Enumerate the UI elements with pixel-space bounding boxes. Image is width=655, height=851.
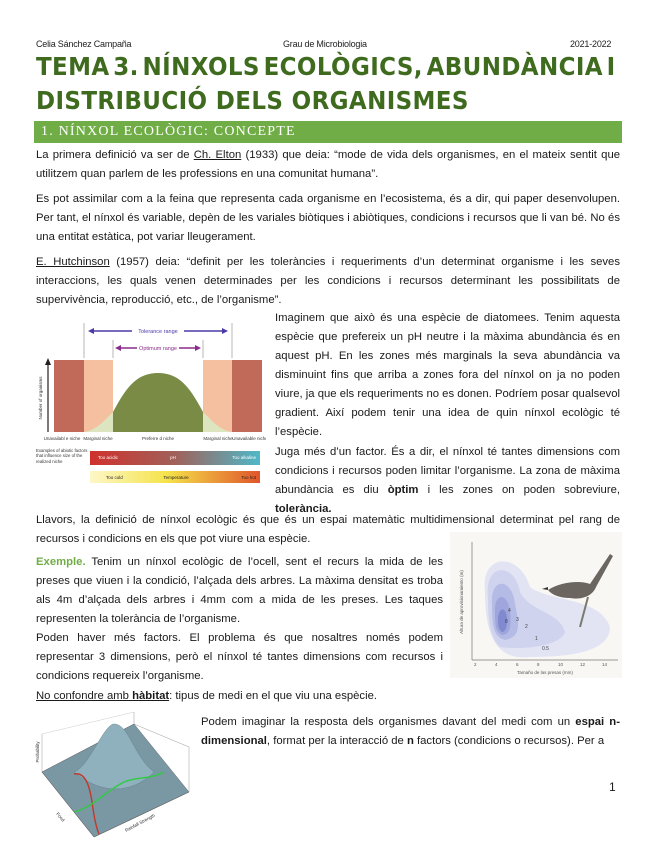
ph-left-label: Too acidic bbox=[98, 455, 119, 460]
habitat-term: hàbitat bbox=[132, 690, 170, 702]
tolerance-range-label: Tolerance range bbox=[138, 329, 178, 335]
y-axis-label: Altura de aprovisionamiento (m) bbox=[459, 570, 464, 634]
text: (1933) que deia: “mode de vida dels organismes, en el mateix sentit que utilitzem quan parlem de les professions en una comunitat humana”. bbox=[36, 149, 621, 180]
tolerancia-term: tolerància. bbox=[275, 503, 332, 515]
contour-label: 4 bbox=[508, 608, 511, 614]
niche-label: Marginal niche bbox=[83, 436, 113, 441]
section-heading: 1. NÍNXOL ECOLÒGIC: CONCEPTE bbox=[34, 121, 622, 143]
temp-left-label: Too cold bbox=[106, 475, 123, 480]
tolerance-range-figure bbox=[36, 318, 266, 483]
niche-label: Unavailabl e niche bbox=[43, 436, 81, 441]
temp-right-label: Too hot bbox=[241, 475, 256, 480]
header-year: 2021-2022 bbox=[570, 39, 612, 49]
title-word: TEMA bbox=[36, 52, 110, 81]
contour-label: 0.5 bbox=[542, 646, 549, 652]
habitat-note bbox=[36, 690, 169, 702]
y-axis-label: Number of organisms bbox=[38, 376, 43, 420]
text: i les zones on poden sobreviure, bbox=[418, 484, 620, 496]
x-tick: 12 bbox=[580, 662, 586, 667]
rainfall-axis-label: Rainfall Strength bbox=[124, 812, 156, 833]
paragraph-elton bbox=[36, 146, 620, 184]
text: Podem imaginar la resposta dels organismes davant del medi com un bbox=[201, 716, 576, 728]
title-word: NÍNXOLS bbox=[142, 52, 260, 81]
contour-label: 8 bbox=[505, 619, 508, 625]
niche-label: Marginal niche bbox=[203, 436, 233, 441]
page-number: 1 bbox=[609, 780, 616, 794]
text: factors (condicions o recursos). Per a bbox=[413, 735, 605, 747]
x-tick: 10 bbox=[558, 662, 564, 667]
paragraph-hutchinson bbox=[36, 253, 620, 310]
optim-term: òptim bbox=[387, 484, 419, 496]
contour-label: 3 bbox=[516, 617, 519, 623]
paragraph-definicio: Llavors, la definició de nínxol ecològic és que és un espai matemàtic multidimensional determinat pel rang de recursos i condicions en els que pot viure una espècie. bbox=[36, 514, 620, 545]
examples-label: Examples of abiotic factors that influence size of the realized niche bbox=[36, 448, 88, 464]
title-word: ECOLÒGICS, bbox=[263, 52, 423, 81]
text: Tenim un nínxol ecològic de l’ocell, sent el recurs la mida de les preses que viuen i la condició, l’alçada dels arbres. La màxima densitat es troba als 4m d’alçada dels arbres i 4mm com a mida de les preses. Les taques representen la tolerància de l’organisme. bbox=[36, 556, 443, 625]
surface-plot-figure bbox=[34, 712, 194, 846]
title-word: ABUNDÀNCIA bbox=[426, 52, 603, 81]
ph-right-label: Too alkaline bbox=[232, 455, 256, 460]
espai-term: espai n-dimensional bbox=[201, 716, 620, 747]
header-author: Celia Sánchez Campaña bbox=[36, 39, 132, 49]
text: : tipus de medi en el que viu una espècie. bbox=[169, 690, 377, 702]
temp-center-label: Temperature bbox=[163, 475, 189, 480]
paragraph-diatomees: Imaginem que això és una espècie de diatomees. Tenim aquesta espècie que prefereix un pH neutre i la màxima abundància és en aquest pH. En les zones més marginals la seva abundància va disminuint fins que arriba a zones fora del nínxol on ja no poden viure, ja que els requeriments no es donen. Podríem posar qualsevol gradient. Així podem tenir una idea de quin nínxol ecològic té l’espècie. bbox=[275, 312, 620, 438]
niche-label: Preferre d niche bbox=[141, 436, 175, 441]
title-word: 3. bbox=[113, 52, 139, 81]
z-axis-label: Probability bbox=[35, 741, 40, 763]
exemple-label: Exemple. bbox=[36, 556, 86, 568]
paragraph-exemple bbox=[36, 553, 443, 629]
header-course: Grau de Microbiologia bbox=[283, 39, 367, 49]
title-word: I bbox=[606, 52, 616, 81]
paragraph-factors bbox=[275, 443, 620, 519]
paragraph-dimensions: Poden haver més factors. El problema és que nosaltres només podem representar 3 dimensions, però el nínxol té tantes dimensions com recursos i condicions requereix l’organisme. bbox=[36, 632, 443, 682]
x-tick: 6 bbox=[516, 662, 519, 667]
bird-niche-figure bbox=[450, 532, 622, 678]
paragraph-habitat bbox=[36, 687, 620, 706]
contour-label: 1 bbox=[535, 636, 538, 642]
x-tick: 2 bbox=[474, 662, 477, 667]
niche-label: Unavailable niche bbox=[232, 436, 266, 441]
x-axis-label: Tamaño de las presas (mm) bbox=[517, 670, 573, 675]
x-tick: 8 bbox=[537, 662, 540, 667]
text: No confondre amb bbox=[36, 690, 133, 702]
contour-label: 2 bbox=[525, 624, 528, 630]
text: , format per la interacció de bbox=[266, 735, 407, 747]
food-axis-label: Food bbox=[55, 811, 66, 823]
x-tick: 14 bbox=[602, 662, 608, 667]
elton-link[interactable]: Ch. Elton bbox=[193, 149, 242, 161]
page-title-line1 bbox=[36, 52, 616, 81]
x-tick: 4 bbox=[495, 662, 498, 667]
optimum-range-label: Optimum range bbox=[139, 346, 177, 352]
page-title-line2: DISTRIBUCIÓ DELS ORGANISMES bbox=[36, 86, 469, 115]
text: La primera definició va ser de bbox=[36, 149, 194, 161]
text: Juga més d’un factor. És a dir, el nínxol té tantes dimensions com condicions i recursos poden limitar l’organisme. La zona de màxima abundància es diu bbox=[275, 446, 620, 496]
paragraph-n-dimensional bbox=[201, 713, 620, 751]
n-term: n bbox=[406, 735, 414, 747]
text: (1957) deia: “definit per les toleràncies i requeriments d’un determinat organisme i les seves interaccions, les quals venen determinades per les condicions i recursos determinant les possibilitats de supervivència, reproducció, etc., de l’organisme”. bbox=[36, 256, 620, 306]
paragraph-assimilar: Es pot assimilar com a la feina que representa cada organisme en l’ecosistema, és a dir, qui paper desenvolupen. Per tant, el nínxol és variable, depèn de les variales biòtiques i abiòtiques, condicions i recursos que li van bé. No és una entitat estàtica, pot variar lleugerament. bbox=[36, 193, 620, 243]
ph-center-label: pH bbox=[170, 455, 176, 460]
hutchinson-link[interactable]: E. Hutchinson bbox=[36, 256, 110, 268]
